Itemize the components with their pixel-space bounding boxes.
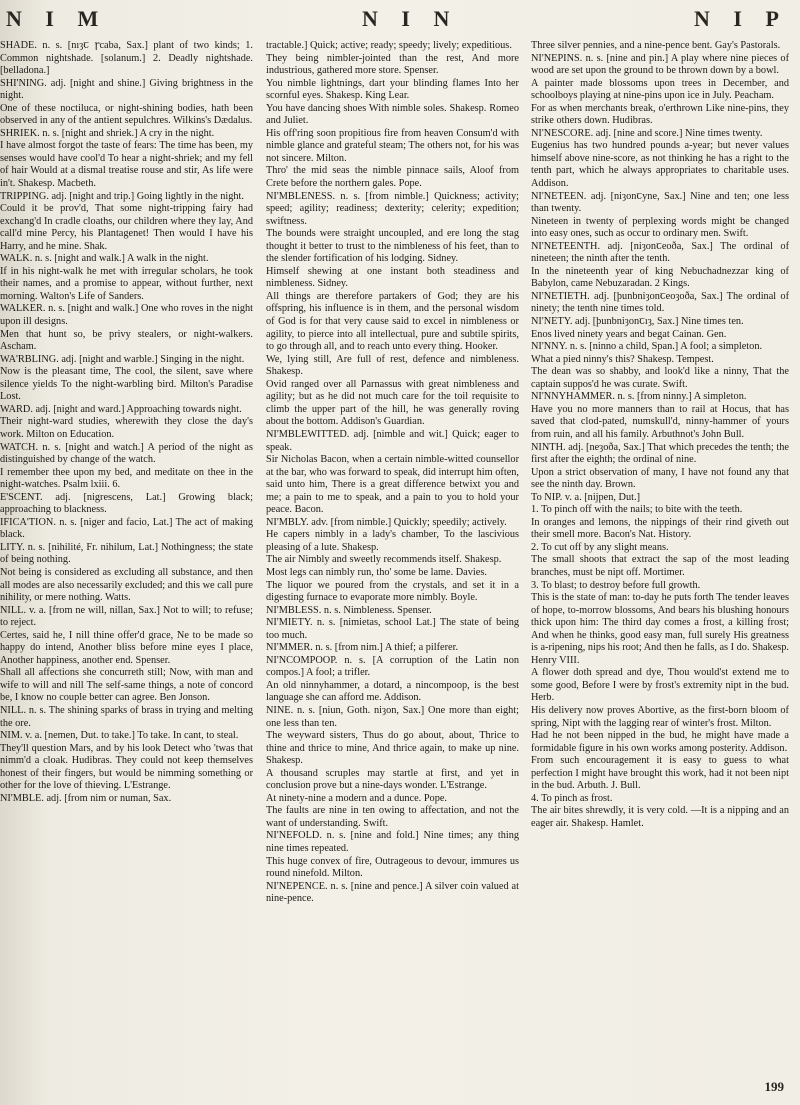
- dictionary-entry: NI'NETIETH. adj. [þunbniȝonꞇeoȝoða, Sax.] The ordinal of ninety; the tenth nine times told.: [531, 290, 789, 315]
- dictionary-entry: NI'MBLESS. n. s. Nimbleness. Spenser.: [266, 604, 432, 616]
- dictionary-entry: 1. To pinch off with the nails; to bite with the teeth.: [531, 504, 743, 516]
- dictionary-entry: WATCH. n. s. [night and watch.] A period of the night as distinguished by change of the watch.: [0, 441, 253, 466]
- dictionary-entry: NI'MBLENESS. n. s. [from nimble.] Quickness; activity; speed; agility; readiness; dexterity; celerity; expedition; swiftness.: [266, 190, 519, 227]
- dictionary-entry: NI'NNYHAMMER. n. s. [from ninny.] A simpleton.: [531, 391, 747, 403]
- dictionary-entry: 3. To blast; to destroy before full growth.: [531, 579, 701, 591]
- dictionary-entry: Not being is considered as excluding all substance, and then all modes are also necessarily excluded; and this we call pure nihility, or mere nothing. Watts.: [0, 566, 253, 604]
- dictionary-entry: Men that hunt so, be privy stealers, or night-walkers. Ascham.: [0, 328, 253, 353]
- dictionary-entry: NIM. v. a. [nemen, Dut. to take.] To take. In cant, to steal.: [0, 730, 239, 742]
- dictionary-entry: NI'NESCORE. adj. [nine and score.] Nine times twenty.: [531, 127, 763, 139]
- dictionary-entry: NI'MBLY. adv. [from nimble.] Quickly; speedily; actively.: [266, 516, 507, 528]
- dictionary-entry: He capers nimbly in a lady's chamber, To the lascivious pleasing of a lute. Shakesp.: [266, 529, 519, 553]
- dictionary-entry: Had he not been nipped in the bud, he might have made a formidable figure in his own works among posterity. Addison.: [531, 730, 789, 754]
- dictionary-entry: A flower doth spread and dye, Thou would'st extend me to some good, Before I were by frost's extremity nipt in the bud. Herb.: [531, 667, 789, 704]
- dictionary-entry: E'SCENT. adj. [nigrescens, Lat.] Growing black; approaching to blackness.: [0, 491, 253, 516]
- dictionary-entry: NI'NNY. n. s. [ninno a child, Span.] A fool; a simpleton.: [531, 341, 763, 353]
- dictionary-entry: TRIPPING. adj. [night and trip.] Going lightly in the night.: [0, 190, 244, 202]
- dictionary-entry: The weyward sisters, Thus do go about, about, Thrice to thine and thrice to mine, And thrice again, to make up nine. Shakesp.: [266, 730, 519, 767]
- dictionary-entry: This huge convex of fire, Outrageous to devour, immures us round ninefold. Milton.: [266, 855, 519, 880]
- dictionary-entry: Most legs can nimbly run, tho' some be lame. Davies.: [266, 566, 487, 578]
- dictionary-entry: A painter made blossoms upon trees in December, and schoolboys playing at nine-pins upon ice in July. Peacham.: [531, 77, 789, 102]
- dictionary-entry: The liquor we poured from the crystals, and set it in a digesting furnace to evaporate more nimbly. Boyle.: [266, 579, 519, 604]
- dictionary-entry: You nimble lightnings, dart your blinding flames Into her scornful eyes. Shakesp. King Lear.: [266, 77, 519, 102]
- dictionary-entry: We, lying still, Are full of rest, defence and nimbleness. Shakesp.: [266, 353, 519, 378]
- dictionary-entry: This is the state of man: to-day he puts forth The tender leaves of hope, to-morrow blossoms, And bears his blushing honours thick upon him: The third day comes a frost, a killing frost; And when he thinks, good easy man, full surely His greatness is a-ripening, nips his root; And then he falls, as I do. Shakesp. Henry VIII.: [531, 592, 789, 666]
- page-number: 199: [764, 1079, 784, 1094]
- dictionary-entry: In oranges and lemons, the nippings of their rind giveth out their smell more. Bacon's Nat. History.: [531, 516, 789, 541]
- dictionary-entry: SHI'NING. adj. [night and shine.] Giving brightness in the night.: [0, 77, 253, 102]
- dictionary-entry: Ovid ranged over all Parnassus with great nimbleness and agility; but as he did not much care for the toil requisite to climb the upper part of the hill, he was generally roving about the bottom. Addison's Guardian.: [266, 378, 519, 428]
- dictionary-entry: The faults are nine in ten owing to affectation, and not the want of understanding. Swift.: [266, 805, 519, 829]
- column-middle: [266, 40, 519, 1090]
- dictionary-entry: Eugenius has two hundred pounds a-year; but never values himself above nine-score, as not thinking he has a right to the tenth part, which he always appropriates to charitable uses. Addison.: [531, 140, 789, 190]
- dictionary-entry: In the nineteenth year of king Nebuchadnezzar king of Babylon, came Nebuzaradan. 2 Kings.: [531, 265, 789, 290]
- dictionary-entry: Enos lived ninety years and begat Cainan. Gen.: [531, 328, 727, 340]
- dictionary-entry: NI'NCOMPOOP. n. s. [A corruption of the Latin non compos.] A fool; a trifler.: [266, 654, 519, 679]
- dictionary-entry: Now is the pleasant time, The cool, the silent, save where silence yields To the night-warbling bird. Milton's Paradise Lost.: [0, 366, 253, 403]
- dictionary-entry: For as when merchants break, o'erthrown Like nine-pins, they strike others down. Hudibras.: [531, 102, 789, 127]
- dictionary-entry: Upon a strict observation of many, I have not found any that see the ninth day. Brown.: [531, 466, 789, 491]
- dictionary-entry: NINTH. adj. [neȝoða, Sax.] That which precedes the tenth; the first after the eighth; the ordinal of nine.: [531, 441, 789, 466]
- dictionary-entry: NI'MBLEWITTED. adj. [nimble and wit.] Quick; eager to speak.: [266, 428, 519, 453]
- dictionary-entry: IFICA'TION. n. s. [niger and facio, Lat.] The act of making black.: [0, 516, 253, 541]
- dictionary-entry: 2. To cut off by any slight means.: [531, 541, 669, 553]
- dictionary-entry: From such encouragement it is easy to guess to what perfection I might have brought this work, had it not been nipt in the bud. Arbuth. J. Bull.: [531, 755, 789, 792]
- dictionary-entry: At ninety-nine a modern and a dunce. Pope.: [266, 792, 447, 804]
- dictionary-entry: NI'NETEEN. adj. [niȝonꞇyne, Sax.] Nine and ten; one less than twenty.: [531, 190, 789, 215]
- dictionary-entry: Three silver pennies, and a nine-pence bent. Gay's Pastorals.: [531, 40, 781, 51]
- running-head-center: N I N: [362, 6, 459, 31]
- dictionary-entry: NI'NEFOLD. n. s. [nine and fold.] Nine times; any thing nine times repeated.: [266, 830, 519, 854]
- dictionary-entry: An old ninnyhammer, a dotard, a nincompoop, is the best language she can afford me. Addison.: [266, 679, 519, 704]
- running-head-right: N I P: [694, 6, 788, 31]
- column-right: [531, 40, 789, 1090]
- dictionary-entry: tractable.] Quick; active; ready; speedy; lively; expeditious.: [266, 40, 512, 51]
- dictionary-entry: LITY. n. s. [nihilité, Fr. nihilum, Lat.] Nothingness; the state of being nothing.: [0, 541, 253, 566]
- dictionary-entry: Certes, said he, I nill thine offer'd grace, Ne to be made so happy do intend, Another bliss before mine eyes I place, Another happiness, another end. Spenser.: [0, 629, 253, 666]
- dictionary-entry: They being nimbler-jointed than the rest, And more industrious, gathered more store. Spenser.: [266, 52, 519, 77]
- column-left: [0, 40, 253, 1090]
- dictionary-entry: Nineteen in twenty of perplexing words might be changed into easy ones, such as occur to ordinary men. Swift.: [531, 215, 789, 240]
- dictionary-entry: All things are therefore partakers of God; they are his offspring, his influence is in them, and the personal wisdom of God is for that very cause said to excel in nimbleness or agility, to pierce into all intellectual, pure and subtile spirits, to go through all, and to reach unto every thing. Hooker.: [266, 290, 519, 353]
- dictionary-entry: NI'NEPENCE. n. s. [nine and pence.] A silver coin valued at nine-pence.: [266, 880, 519, 905]
- dictionary-entry: The air Nimbly and sweetly recommends itself. Shakesp.: [266, 554, 502, 566]
- dictionary-entry: A thousand scruples may startle at first, and yet in conclusion prove but a nine-days wonder. L'Estrange.: [266, 767, 519, 792]
- dictionary-entry: Their night-ward studies, wherewith they close the day's work. Milton on Education.: [0, 416, 253, 440]
- dictionary-entry: What a pied ninny's this? Shakesp. Tempest.: [531, 353, 714, 365]
- dictionary-entry: NI'MMER. n. s. [from nim.] A thief; a pilferer.: [266, 642, 459, 654]
- dictionary-entry: NI'MBLE. adj. [from nim or numan, Sax.: [0, 792, 172, 804]
- dictionary-entry: You have dancing shoes With nimble soles. Shakesp. Romeo and Juliet.: [266, 102, 519, 127]
- dictionary-entry: His delivery now proves Abortive, as the first-born bloom of spring, Nipt with the lagging rear of winter's frost. Milton.: [531, 704, 789, 729]
- dictionary-entry: Could it be prov'd, That some night-tripping fairy had exchang'd In cradle cloaths, our children where they lay, And call'd mine Percy, his Plantagenet! Then would I have his Harry, and he mine. Shak.: [0, 203, 253, 252]
- dictionary-entry: WALKER. n. s. [night and walk.] One who roves in the night upon ill designs.: [0, 303, 253, 328]
- dictionary-entry: They'll question Mars, and by his look Detect who 'twas that nimm'd a cloak. Hudibras. They could not keep themselves honest of their fingers, but would be nimming something or other for the love of thieving. L'Estrange.: [0, 742, 253, 792]
- dictionary-entry: WA'RBLING. adj. [night and warble.] Singing in the night.: [0, 353, 245, 365]
- dictionary-entry: One of these noctiluca, or night-shining bodies, hath been observed in any of the antient sepulchres. Wilkins's Dædalus.: [0, 102, 253, 127]
- dictionary-entry: WARD. adj. [night and ward.] Approaching towards night.: [0, 403, 242, 415]
- dictionary-entry: 4. To pinch as frost.: [531, 792, 613, 804]
- dictionary-entry: NINE. n. s. [niun, Goth. niȝon, Sax.] One more than eight; one less than ten.: [266, 704, 519, 729]
- dictionary-entry: Sir Nicholas Bacon, when a certain nimble-witted counsellor at the bar, who was forward to speak, did interrupt him often, said unto him, There is a great difference betwixt you and me; a pain to me to speak, and a pain to you to hold your peace. Bacon.: [266, 454, 519, 516]
- dictionary-entry: The dean was so shabby, and look'd like a ninny, That the captain suppos'd he was curate. Swift.: [531, 366, 789, 390]
- dictionary-entry: The bounds were straight uncoupled, and ere long the stag thought it better to trust to the nimbleness of his feet, than to the slender fortification of his lodging. Sidney.: [266, 228, 519, 265]
- dictionary-entry: NI'NETY. adj. [þunbniȝonꞇıȝ, Sax.] Nine times ten.: [531, 316, 744, 328]
- dictionary-entry: Have you no more manners than to rail at Hocus, that has saved that clod-pated, numskull'd, ninny-hammer of yours from ruin, and all his family. Arbuthnot's John Bull.: [531, 403, 789, 440]
- dictionary-entry: I have almost forgot the taste of fears: The time has been, my senses would have cool'd To hear a night-shriek; and my fell of hair Would at a dismal treatise rouse and stir, As life were in't. Shakesp. Macbeth.: [0, 140, 253, 190]
- dictionary-entry: NI'NETEENTH. adj. [niȝonꞇeoðа, Sax.] The ordinal of nineteen; the ninth after the tenth.: [531, 240, 789, 265]
- dictionary-entry: NILL. n. s. The shining sparks of brass in trying and melting the ore.: [0, 704, 253, 729]
- dictionary-entry: Thro' the mid seas the nimble pinnace sails, Aloof from Crete before the northern gales. Pope.: [266, 165, 519, 190]
- dictionary-entry: NI'NEPINS. n. s. [nine and pin.] A play where nine pieces of wood are set upon the ground to be thrown down by a bowl.: [531, 52, 789, 77]
- dictionary-entry: If in his night-walk he met with irregular scholars, he took their names, and a promise to appear, without further, next morning. Walton's Life of Sanders.: [0, 265, 253, 302]
- dictionary-entry: To NIP. v. a. [nijpen, Dut.]: [531, 491, 641, 503]
- dictionary-entry: NI'MIETY. n. s. [nimietas, school Lat.] The state of being too much.: [266, 617, 519, 641]
- dictionary-entry: The air bites shrewdly, it is very cold. —It is a nipping and an eager air. Shakesp. Hamlet.: [531, 805, 789, 829]
- dictionary-entry: The small shoots that extract the sap of the most leading branches, must be nipt off. Mortimer.: [531, 554, 789, 578]
- dictionary-entry: Himself shewing at one instant both steadiness and nimbleness. Sidney.: [266, 265, 519, 290]
- running-head-left: N I M: [6, 6, 108, 31]
- dictionary-entry: I remember thee upon my bed, and meditate on thee in the night-watches. Psalm lxiii. 6.: [0, 466, 253, 491]
- dictionary-entry: SHADE. n. s. [nıȝꞇ ꞅcaba, Sax.] plant of two kinds; 1. Common nightshade. [solanum.] 2. Deadly nightshade. [belladona.]: [0, 40, 253, 77]
- dictionary-entry: WALK. n. s. [night and walk.] A walk in the night.: [0, 253, 209, 265]
- dictionary-entry: NILL. v. a. [from ne will, nillan, Sax.] Not to will; to refuse; to reject.: [0, 604, 253, 629]
- dictionary-entry: SHRIEK. n. s. [night and shriek.] A cry in the night.: [0, 127, 215, 139]
- dictionary-entry: Shall all affections she concurreth still; Now, with man and wife to will and nill The self-same things, a note of concord be, I know no couple better can agree. Ben Jonson.: [0, 667, 253, 704]
- dictionary-entry: His off'ring soon propitious fire from heaven Consum'd with nimble glance and grateful steam; The others not, for his was not sincere. Milton.: [266, 127, 519, 164]
